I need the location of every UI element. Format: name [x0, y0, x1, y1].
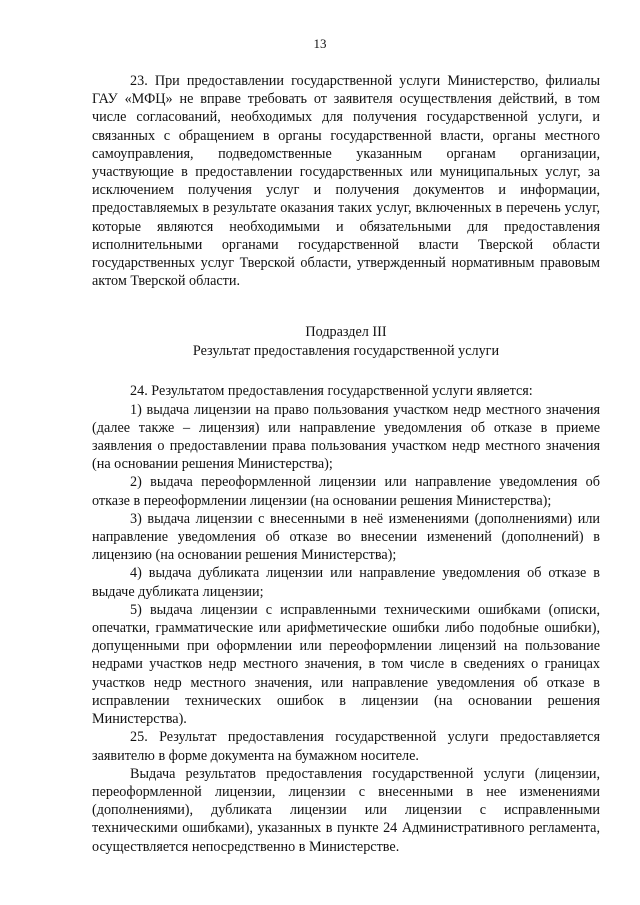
page-number: 13 [313, 36, 327, 51]
subsection-title: Результат предоставления государственной услуги [192, 343, 500, 360]
paragraph-24: 24. Результатом предоставления государственной услуги является: [130, 383, 533, 400]
list-item-3: 3) выдача лицензии с внесенными в неё изменениями (дополнениями) или направление уведомления об отказе во внесении изменений (дополнений) в лицензию (на основании решения Министерства); [92, 510, 600, 564]
document-body [92, 72, 600, 856]
paragraph-final: Выдача результатов предоставления государственной услуги (лицензии, переоформленной лицензии, лицензии с внесенными в нее изменениями (дополнениями), дубликата лицензии или лицензии с исправленными техническими ошибками), указанных в пункте 24 Административного регламента, осуществляется непосредственно в Министерстве. [92, 765, 600, 855]
list-item-5: 5) выдача лицензии с исправленными техническими ошибками (описки, опечатки, грамматические или арифметические ошибки либо подобные ошибки), допущенными при оформлении или переоформлении лицензий на пользование недрами участков недр местного значения, в том числе в сведениях о границах участков недр местного значения, или направление уведомления об отказе в исправлении технических ошибок в лицензии (на основании решения Министерства). [92, 601, 600, 728]
subsection-heading [92, 323, 600, 361]
subsection-number: Подраздел III [305, 324, 387, 341]
list-item-4: 4) выдача дубликата лицензии или направление уведомления об отказе в выдаче дубликата лицензии; [92, 565, 600, 600]
paragraph-23: 23. При предоставлении государственной услуги Министерство, филиалы ГАУ «МФЦ» не вправе требовать от заявителя осуществления действий, в том числе согласований, необходимых для получения государственной услуги, и связанных с обращением в органы государственной власти, органы местного самоуправления, подведомственные указанным органам организации, участвующие в предоставлении государственных или муниципальных услуг, за исключением получения услуг и получения документов и информации, предоставляемых в результате оказания таких услуг, включенных в перечень услуг, которые являются необходимыми и обязательными для предоставления исполнительными органами государственной власти Тверской области государственных услуг Тверской области, утвержденный нормативным правовым актом Тверской области. [92, 73, 600, 290]
list-item-2: 2) выдача переоформленной лицензии или направление уведомления об отказе в переоформлении лицензии (на основании решения Министерства); [92, 474, 600, 509]
paragraph-25: 25. Результат предоставления государственной услуги предоставляется заявителю в форме документа на бумажном носителе. [92, 729, 600, 764]
list-item-1: 1) выдача лицензии на право пользования участком недр местного значения (далее также – лицензия) или направление уведомления об отказе в приеме заявления о предоставлении права пользования участком недр местного значения (на основании решения Министерства); [92, 401, 600, 473]
